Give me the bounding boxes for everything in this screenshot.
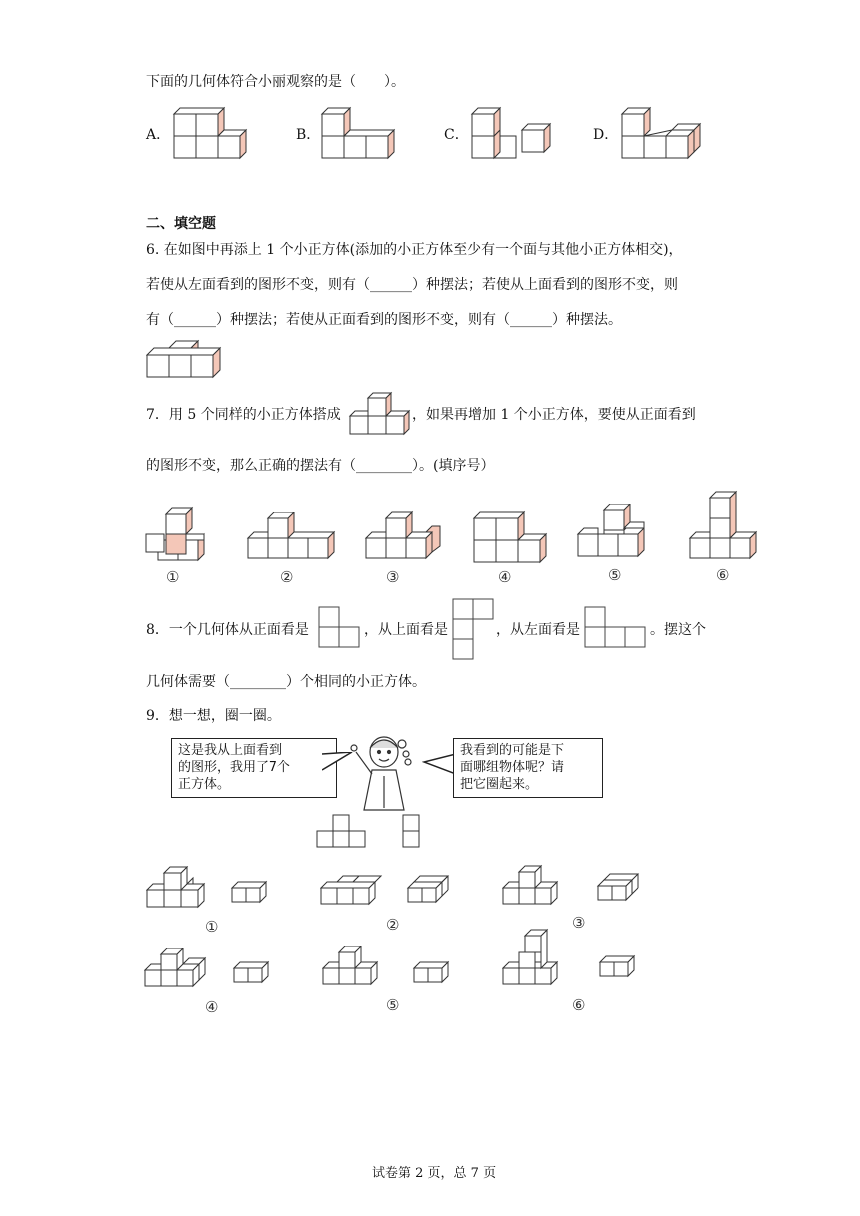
q7-inline-figure [348, 390, 412, 438]
q5-option-b-figure [320, 104, 404, 162]
q9-label-6: ⑥ [572, 996, 586, 1014]
q8-top-view [452, 598, 496, 660]
q5-option-b-label: B． [296, 127, 321, 143]
q6-line2: 若使从左面看到的图形不变，则有（______）种摆法；若使从上面看到的图形不变，则 [146, 277, 678, 293]
q9-label-2: ② [386, 916, 400, 934]
q7-label-2: ② [280, 568, 294, 586]
q8-front-view [318, 606, 362, 650]
q5-option-a-figure [172, 104, 252, 162]
q7-label-6: ⑥ [716, 566, 730, 584]
q7-label-1: ① [166, 568, 180, 586]
q7-line2: 的图形不变，那么正确的摆法有（________）。(填序号） [146, 458, 495, 474]
q8-line2: 几何体需要（________）个相同的小正方体。 [146, 674, 426, 690]
q6-line1: 6. 在如图中再添上 1 个小正方体(添加的小正方体至少有一个面与其他小正方体相交)， [146, 242, 683, 258]
q9-label-3: ③ [572, 914, 586, 932]
q6-figure [146, 338, 226, 380]
q5-option-a-label: A． [146, 127, 171, 143]
q8-part2: ，从上面看是 [364, 622, 448, 638]
q9-option-1-group [146, 866, 276, 912]
q9-top-view-b [402, 814, 422, 850]
q8-part3: ，从左面看是 [496, 622, 580, 638]
q6-line3: 有（______）种摆法；若使从正面看到的图形不变，则有（______）种摆法。 [146, 312, 622, 328]
q7-option-5-figure [576, 504, 660, 562]
q5-option-d-label: D． [593, 127, 619, 143]
q9-top-view-a [316, 814, 368, 850]
q7-line1b: ，如果再增加 1 个小正方体，要使从正面看到 [412, 407, 696, 423]
q8-part4: 。摆这个 [650, 622, 706, 638]
q7-option-6-figure [688, 488, 764, 564]
page-footer: 试卷第 2 页，总 7 页 [372, 1166, 497, 1181]
q9-label-4: ④ [205, 998, 219, 1016]
q7-option-1-figure [144, 506, 220, 564]
q7-option-3-figure [364, 510, 448, 564]
bubble-right-tail [422, 752, 456, 778]
q9-option-2-group [320, 868, 450, 912]
q8-left-view [584, 606, 650, 650]
girl-illustration [344, 730, 428, 814]
q7-line1a: 7．用 5 个同样的小正方体搭成 [146, 407, 341, 423]
q9-option-4-group [144, 948, 274, 992]
q7-option-2-figure [246, 512, 342, 564]
q9-stem: 9．想一想，圈一圈。 [146, 708, 281, 724]
q7-label-3: ③ [386, 568, 400, 586]
q5-option-c-figure [470, 104, 558, 162]
q7-label-4: ④ [498, 568, 512, 586]
q9-option-3-group [502, 862, 642, 910]
section-heading: 二、填空题 [146, 216, 216, 232]
q9-label-1: ① [205, 918, 219, 936]
q5-stem: 下面的几何体符合小丽观察的是（ ）。 [146, 74, 405, 90]
q9-option-6-group [502, 928, 642, 990]
q9-option-5-group [322, 946, 452, 990]
q9-label-5: ⑤ [386, 996, 400, 1014]
bubble-right: 我看到的可能是下 面哪组物体呢？请 把它圈起来。 [453, 738, 603, 798]
q5-option-c-label: C． [444, 127, 469, 143]
q8-part1: 8．一个几何体从正面看是 [146, 622, 309, 638]
bubble-left: 这是我从上面看到 的图形，我用了7个 正方体。 [171, 738, 337, 798]
q7-label-5: ⑤ [608, 566, 622, 584]
q5-option-d-figure [620, 100, 710, 162]
q7-option-4-figure [472, 508, 552, 566]
